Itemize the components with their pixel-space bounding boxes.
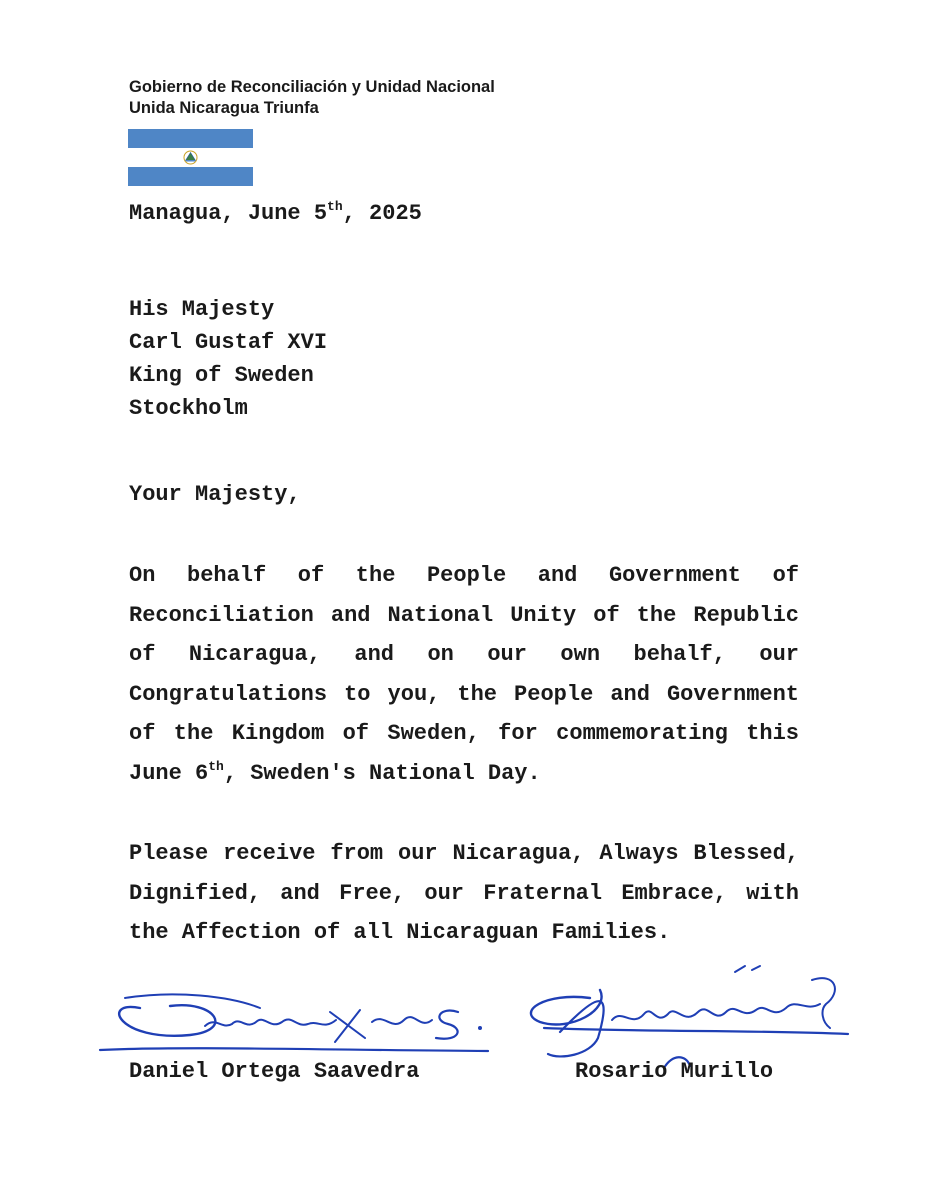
paragraph1-end: , Sweden's National Day.	[223, 760, 541, 786]
right-signature-stroke	[544, 1028, 848, 1034]
letterhead-line-1: Gobierno de Reconciliación y Unidad Nacional	[129, 78, 495, 96]
date-suffix: th	[327, 199, 343, 214]
left-signature-stroke	[436, 1011, 458, 1039]
address-line: Stockholm	[129, 396, 248, 421]
date-prefix: Managua, June 5	[129, 201, 328, 226]
signatory-right-name: Rosario Murillo	[575, 1059, 774, 1084]
address-line: King of Sweden	[129, 363, 314, 388]
left-signature-dot	[478, 1026, 482, 1030]
handwritten-signatures	[0, 950, 927, 1070]
left-signature-stroke	[330, 1010, 365, 1042]
body-paragraph-1	[129, 556, 799, 793]
left-signature-stroke	[100, 1048, 488, 1051]
address-line: Carl Gustaf XVI	[129, 330, 328, 355]
left-signature-stroke	[119, 1005, 215, 1036]
date-rest: , 2025	[342, 201, 422, 226]
address-line: His Majesty	[129, 297, 275, 322]
left-signature-stroke	[372, 1017, 432, 1024]
signatory-left-name: Daniel Ortega Saavedra	[129, 1059, 420, 1084]
right-signature-stroke	[735, 966, 760, 972]
letterhead-line-2: Unida Nicaragua Triunfa	[129, 99, 319, 117]
right-signature-stroke	[612, 1004, 820, 1020]
nicaragua-flag-icon	[128, 129, 253, 186]
right-signature-stroke	[531, 990, 602, 1024]
salutation: Your Majesty,	[129, 482, 301, 507]
recipient-address	[129, 293, 327, 425]
body-paragraph-2: Please receive from our Nicaragua, Always Blessed, Dignified, and Free, our Fraternal Embrace, with the Affection of all Nicaraguan Families.	[129, 841, 799, 945]
paragraph1-text: On behalf of the People and Government of Reconciliation and National Unity of the Republic of Nicaragua, and on our own behalf, our Congratulations to you, the People and Government of the Kingdom of Sweden, for commemorating this June 6	[129, 563, 799, 786]
left-signature-stroke	[205, 1019, 336, 1026]
letterhead	[129, 77, 495, 119]
paragraph1-sup: th	[208, 758, 224, 774]
letter-date	[129, 199, 422, 229]
right-signature-stroke	[812, 978, 835, 1028]
